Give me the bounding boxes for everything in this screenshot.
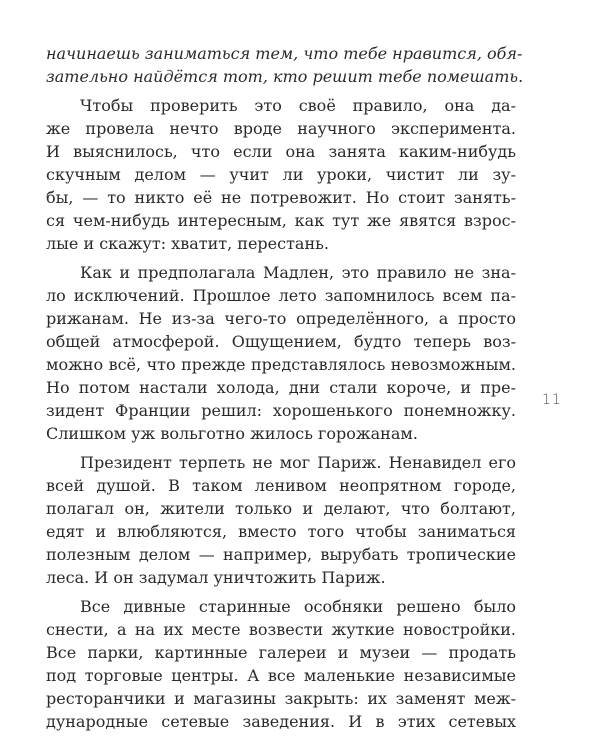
text-line: лые и скажут: хватит, перестань. [46, 234, 329, 253]
text-line: Но потом настали холода, дни стали короче, и пре- [46, 378, 516, 397]
paragraph [46, 451, 516, 589]
text-line: Чтобы проверить это своё правило, она да- [80, 96, 516, 115]
text-line: полагал он, жители только и делают, что болтают, [46, 499, 516, 518]
text-line: под торговые центры. А все маленькие независимые [46, 666, 516, 685]
text-line: общей атмосферой. Ощущением, будто теперь воз- [46, 332, 516, 351]
paragraph [46, 261, 516, 445]
text-line: Президент терпеть не мог Париж. Ненавидел его [80, 453, 516, 472]
paragraph [46, 42, 524, 88]
text-line: скучным делом — учит ли уроки, чистит ли зу- [46, 165, 516, 184]
text-line: леса. И он задумал уничтожить Париж. [46, 568, 386, 587]
text-line: ся чем-нибудь интересным, как тут же явятся взрос- [46, 211, 516, 230]
text-line: Все парки, картинные галереи и музеи — продать [46, 643, 516, 662]
text-line: зидент Франции решил: хорошенького понемножку. [46, 401, 516, 420]
page-text [46, 42, 524, 733]
text-line: едят и влюбляются, вместо того чтобы заниматься [46, 522, 516, 541]
text-line: можно всё, что прежде представлялось невозможным. [46, 355, 516, 374]
text-line: зательно найдётся тот, кто решит тебе помешать. [46, 67, 524, 86]
text-line: И выяснилось, что если она занята каким-нибудь [46, 142, 516, 161]
text-line: ло исключений. Прошлое лето запомнилось всем па- [46, 286, 516, 305]
text-line: ресторанчики и магазины закрыть: их заменят меж- [46, 689, 516, 708]
text-line: Все дивные старинные особняки решено было [80, 597, 516, 616]
text-line: снести, а на их месте возвести жуткие новостройки. [46, 620, 516, 639]
text-line: всей душой. В таком ленивом неопрятном городе, [46, 476, 516, 495]
text-line: Слишком уж вольготно жилось горожанам. [46, 424, 418, 443]
page-number: 11 [542, 392, 562, 408]
paragraph [46, 94, 516, 255]
text-line: дународные сетевые заведения. И в этих сетевых [46, 712, 516, 731]
text-line: рижанам. Не из-за чего-то определённого, а просто [46, 309, 516, 328]
text-line: бы, — то никто её не потревожит. Но стоит занять- [46, 188, 516, 207]
paragraph [46, 595, 516, 733]
text-line: же провела нечто вроде научного эксперимента. [46, 119, 516, 138]
text-line: Как и предполагала Мадлен, это правило не зна- [80, 263, 516, 282]
text-line: начинаешь заниматься тем, что тебе нравится, обя- [46, 44, 523, 63]
text-line: полезным делом — например, вырубать тропические [46, 545, 516, 564]
